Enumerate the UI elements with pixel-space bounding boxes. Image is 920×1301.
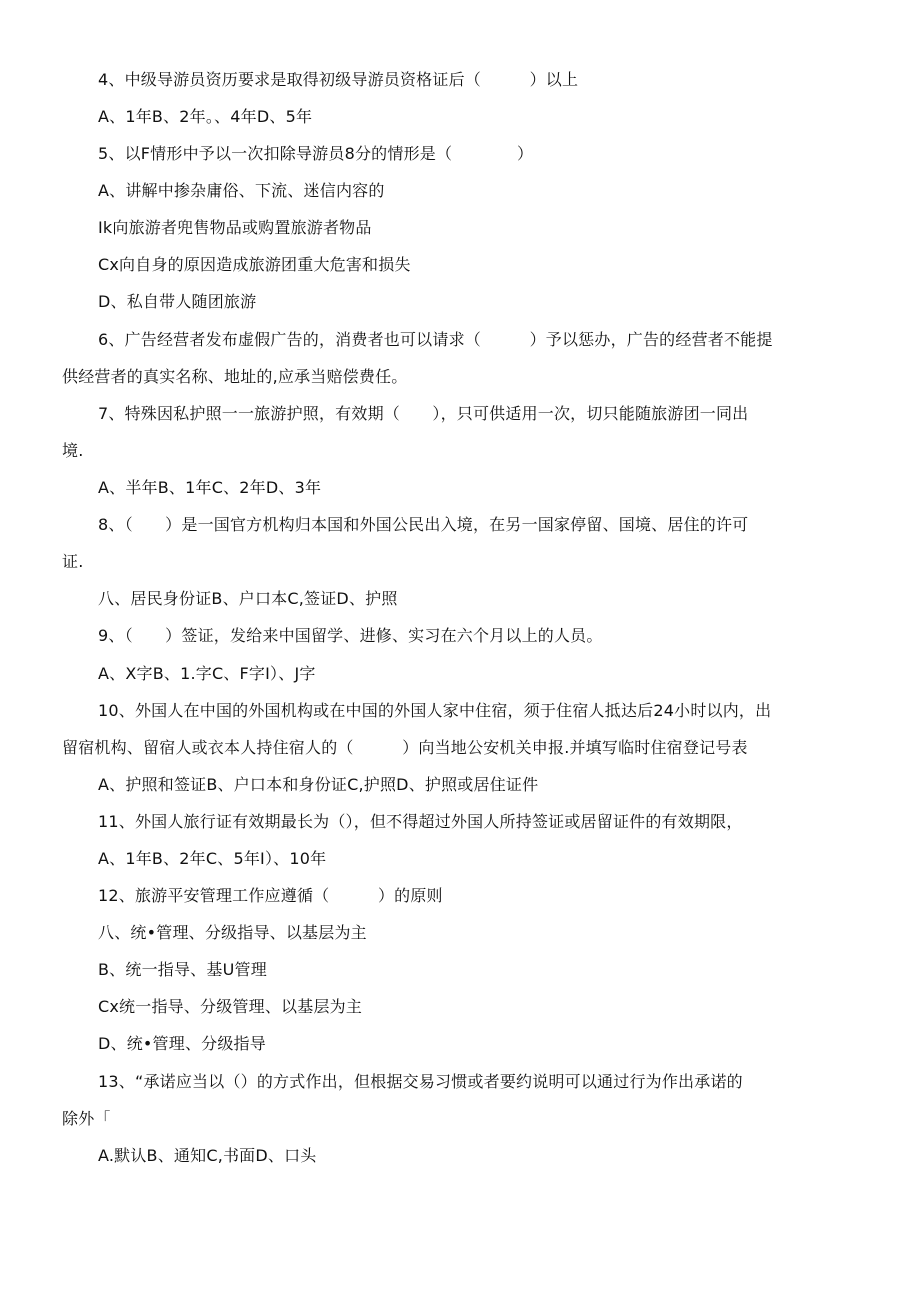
question-5-option-a: A、讲解中掺杂庸俗、下流、迷信内容的	[98, 181, 385, 200]
question-8-text-cont: 证.	[62, 552, 84, 571]
question-7-text: 7、特殊因私护照一一旅游护照，有效期（ ），只可供适用一次，切只能随旅游团一同出	[98, 404, 749, 423]
question-8-text: 8、（ ）是一国官方机构归本国和外国公民出入境，在另一国家停留、国境、居住的许可	[98, 515, 749, 534]
question-10-options: A、护照和签证B、户口本和身份证C,护照D、护照或居住证件	[98, 775, 539, 794]
question-5-option-d: D、私自带人随团旅游	[98, 292, 257, 311]
question-5-option-c: Cx向自身的原因造成旅游团重大危害和损失	[98, 255, 411, 274]
question-12-option-a: 八、统•管理、分级指导、以基层为主	[98, 923, 367, 942]
question-11-text: 11、外国人旅行证有效期最长为（），但不得超过外国人所持签证或居留证件的有效期限，	[98, 812, 743, 831]
question-12-option-d: D、统•管理、分级指导	[98, 1034, 266, 1053]
question-9-text: 9、（ ）签证，发给来中国留学、进修、实习在六个月以上的人员。	[98, 626, 603, 645]
question-13-text: 13、“承诺应当以（）的方式作出，但根据交易习惯或者要约说明可以通过行为作出承诺的	[98, 1072, 743, 1091]
question-12-option-b: B、统一指导、基U管理	[98, 960, 267, 979]
question-12-text: 12、旅游平安管理工作应遵循（ ）的原则	[98, 886, 443, 905]
question-6-text: 6、广告经营者发布虚假广告的，消费者也可以请求（ ）予以惩办，广告的经营者不能提	[98, 330, 773, 349]
question-9-options: A、X字B、1.字C、F字I）、J字	[98, 664, 316, 683]
question-7-options: A、半年B、1年C、2年D、3年	[98, 478, 322, 497]
question-5-text: 5、以F情形中予以一次扣除导游员8分的情形是（ ）	[98, 144, 534, 163]
question-10-text-cont: 留宿机构、留宿人或衣本人持住宿人的（ ）向当地公安机关申报.并填写临时住宿登记号表	[62, 738, 748, 757]
question-13-options: A.默认B、通知C,书面D、口头	[98, 1146, 317, 1165]
question-13-text-cont: 除外「	[62, 1109, 111, 1128]
question-4-text: 4、中级导游员资历要求是取得初级导游员资格证后（ ）以上	[98, 70, 579, 89]
question-10-text: 10、外国人在中国的外国机构或在中国的外国人家中住宿，须于住宿人抵达后24小时以内，出	[98, 701, 772, 720]
question-6-text-cont: 供经营者的真实名称、地址的,应承当赔偿费任。	[62, 367, 408, 386]
question-7-text-cont: 境.	[62, 441, 84, 460]
question-4-options: A、1年B、2年。、4年D、5年	[98, 107, 313, 126]
question-5-option-b: Ik向旅游者兜售物品或购置旅游者物品	[98, 218, 372, 237]
question-12-option-c: Cx统一指导、分级管理、以基层为主	[98, 997, 363, 1016]
question-11-options: A、1年B、2年C、5年I）、10年	[98, 849, 327, 868]
question-8-options: 八、居民身份证B、户口本C,签证D、护照	[98, 589, 398, 608]
